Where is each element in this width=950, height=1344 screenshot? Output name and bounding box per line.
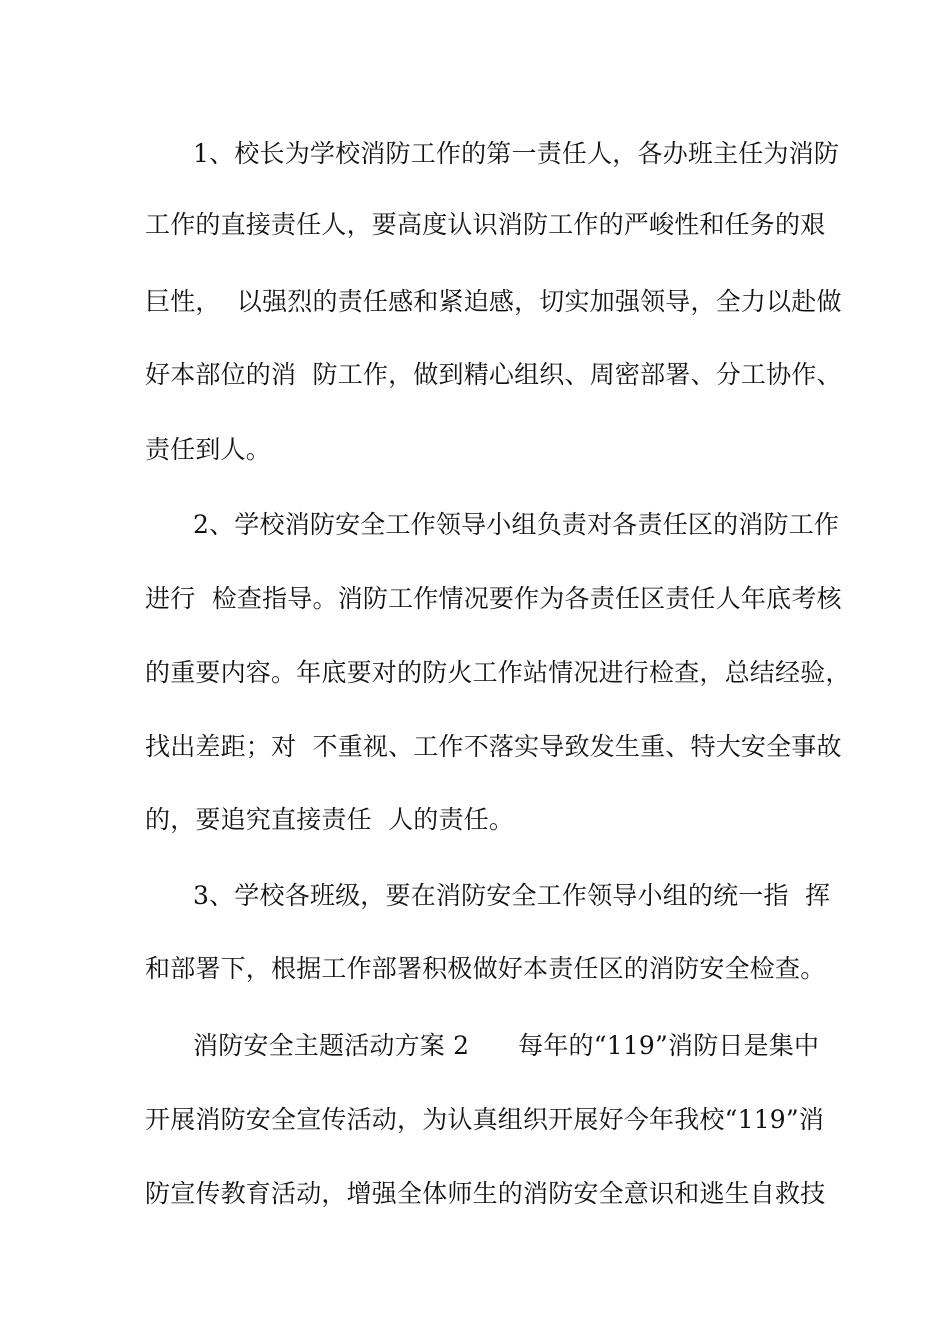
paragraph-3-line-2: 和部署下，根据工作部署积极做好本责任区的消防安全检查。 (145, 954, 826, 983)
paragraph-1-line-1: 1、校长为学校消防工作的第一责任人，各办班主任为消防 (193, 139, 840, 168)
paragraph-3-line-1: 3、学校各班级，要在消防安全工作领导小组的统一指 挥 (193, 881, 831, 910)
paragraph-2-line-4: 找出差距；对 不重视、工作不落实导致发生重、特大安全事故 (145, 732, 842, 761)
paragraph-4-line-2: 开展消防安全宣传活动，为认真组织开展好今年我校“119”消 (145, 1105, 825, 1134)
paragraph-2-line-1: 2、学校消防安全工作领导小组负责对各责任区的消防工作 (193, 510, 840, 539)
paragraph-4-line-3: 防宣传教育活动，增强全体师生的消防安全意识和逃生自救技 (145, 1179, 826, 1208)
paragraph-1-line-5: 责任到人。 (145, 435, 272, 464)
paragraph-1-line-3: 巨性， 以强烈的责任感和紧迫感，切实加强领导，全力以赴做 (145, 287, 842, 316)
paragraph-4-line-1: 消防安全主题活动方案 2 每年的“119”消防日是集中 (193, 1031, 820, 1060)
paragraph-2-line-5: 的，要追究直接责任 人的责任。 (145, 805, 515, 834)
paragraph-1-line-4: 好本部位的消 防工作，做到精心组织、周密部署、分工协作、 (145, 360, 842, 389)
paragraph-1-line-2: 工作的直接责任人，要高度认识消防工作的严峻性和任务的艰 (145, 210, 826, 239)
paragraph-2-line-3: 的重要内容。年底要对的防火工作站情况进行检查，总结经验， (145, 658, 851, 687)
paragraph-2-line-2: 进行 检查指导。消防工作情况要作为各责任区责任人年底考核 (145, 584, 842, 613)
